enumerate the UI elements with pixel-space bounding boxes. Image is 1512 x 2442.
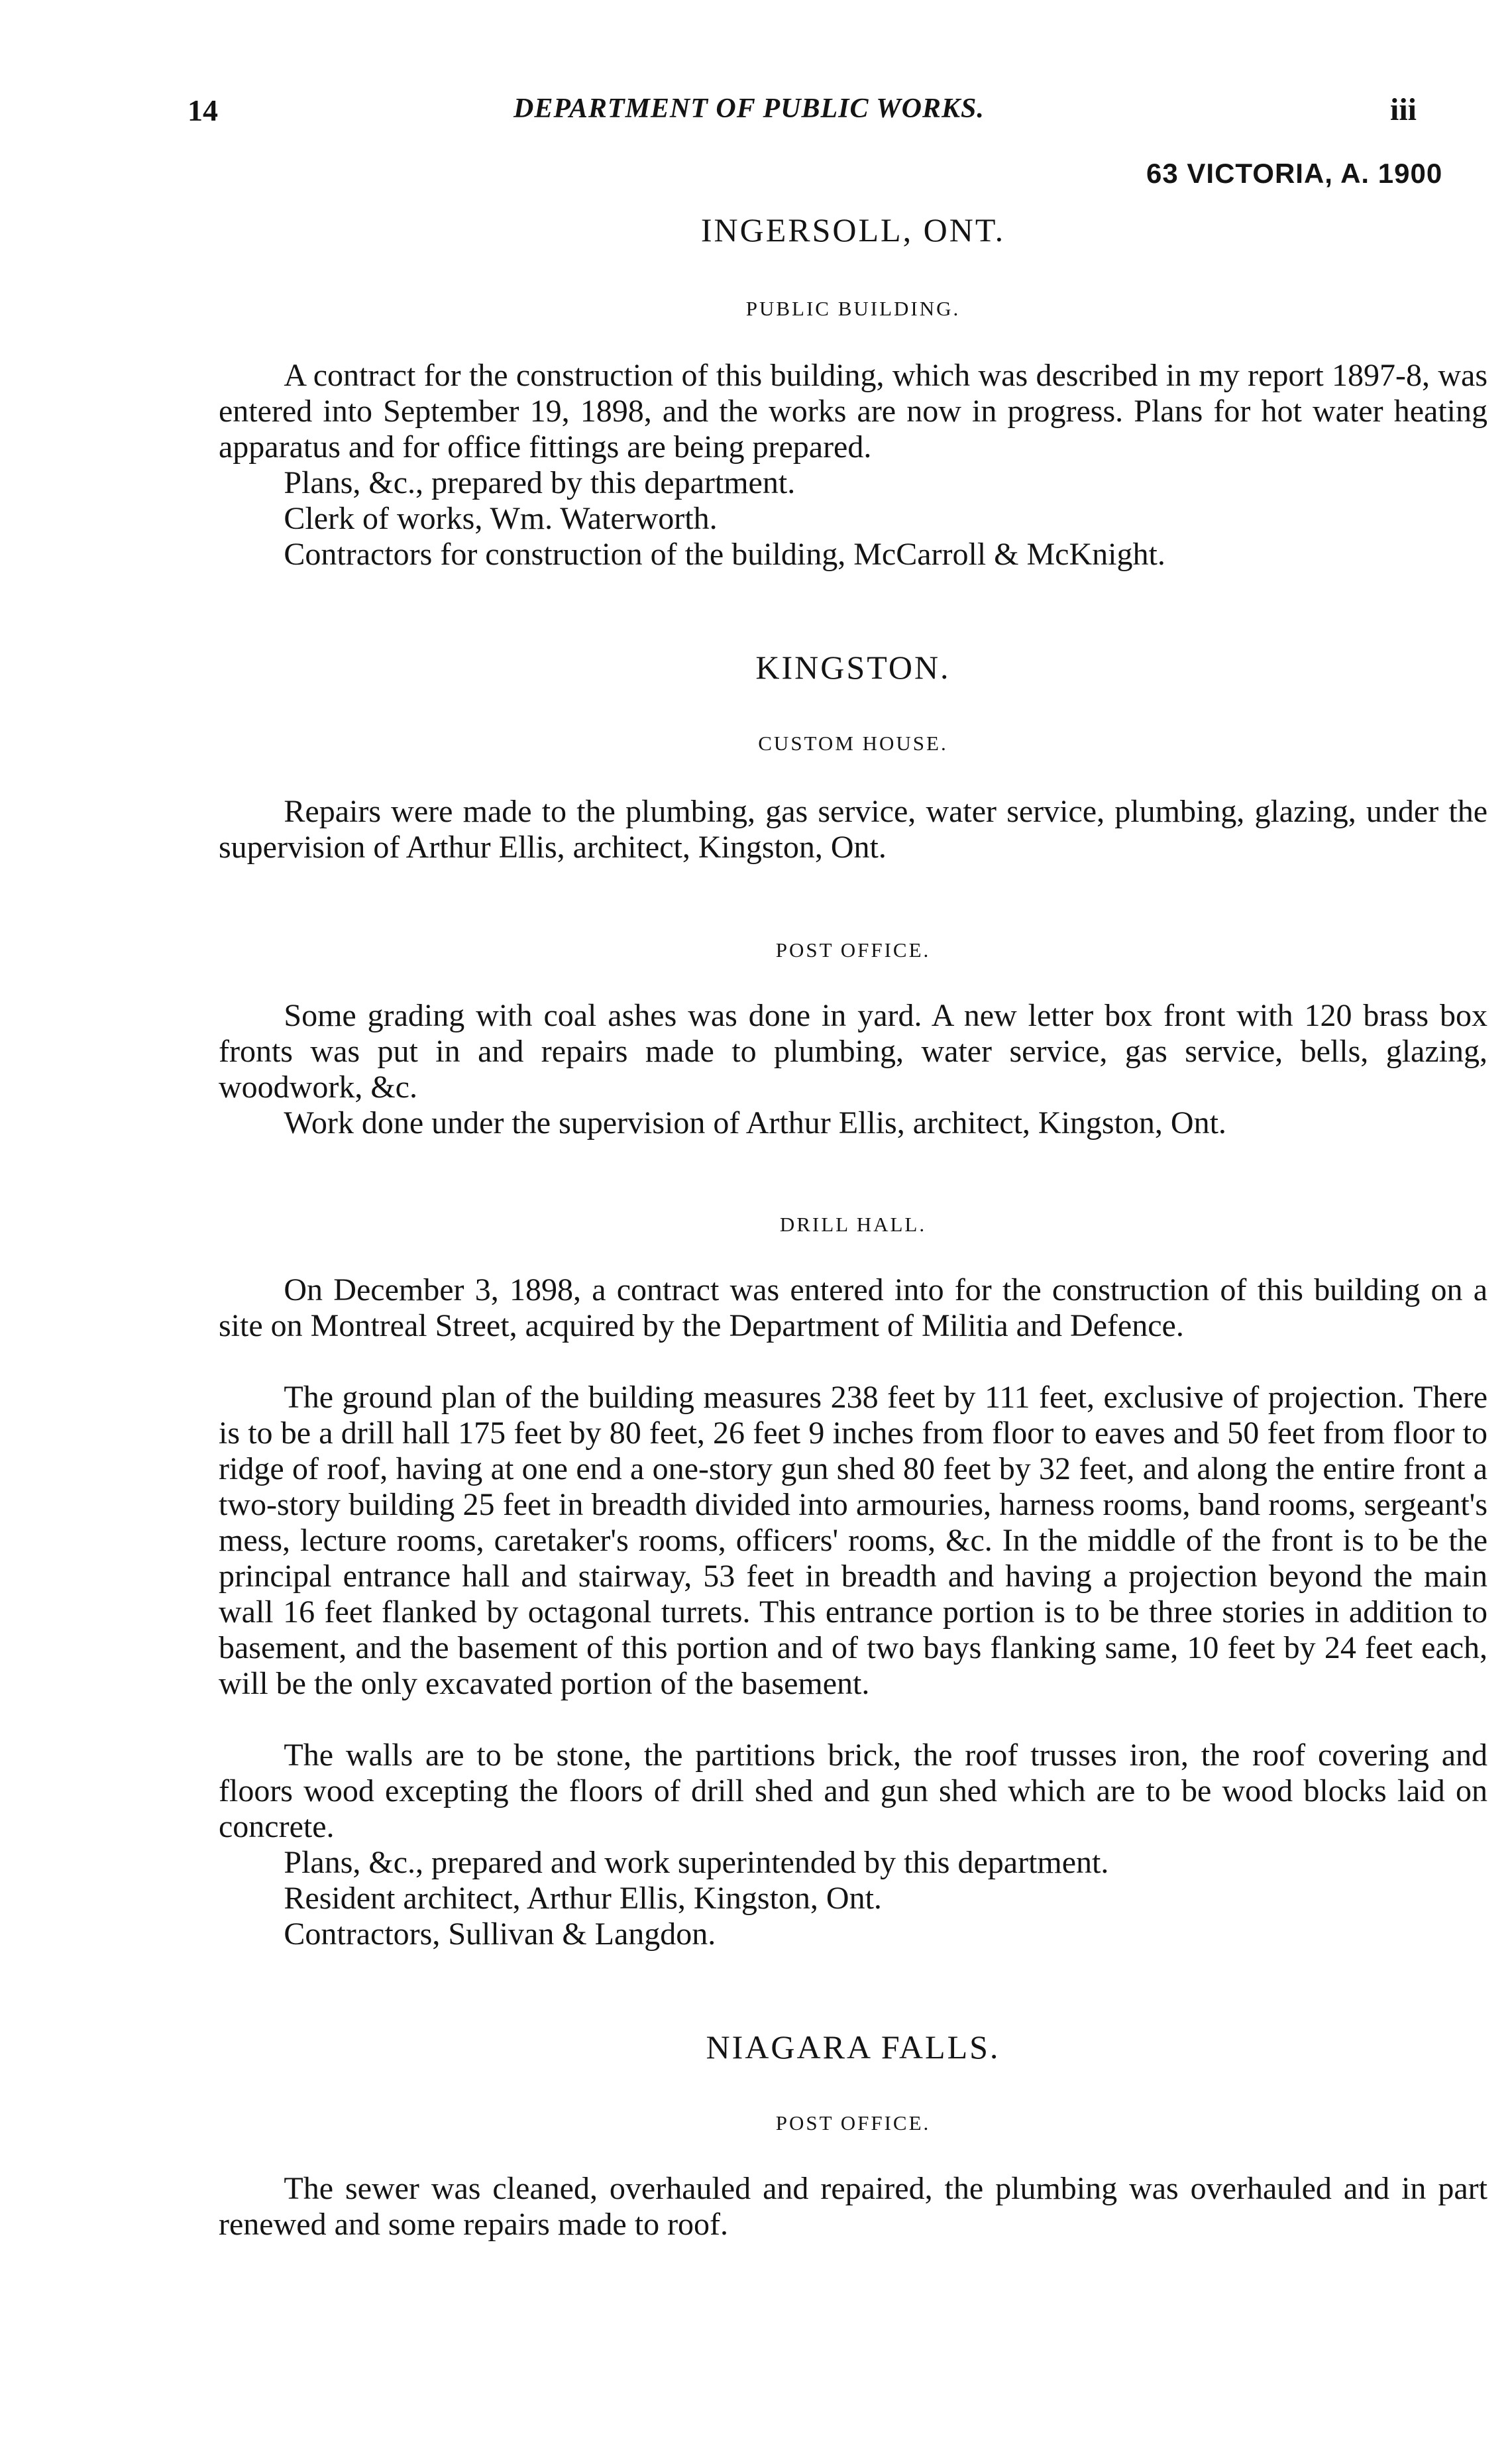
section-heading-kingston: KINGSTON. bbox=[755, 649, 951, 686]
ingersoll-clerk-line: Clerk of works, Wm. Waterworth. bbox=[284, 501, 718, 536]
session-label: 63 VICTORIA, A. 1900 bbox=[1146, 158, 1443, 189]
ingersoll-contractors-line: Contractors for construction of the building, McCarroll & McKnight. bbox=[284, 537, 1165, 572]
running-head: DEPARTMENT OF PUBLIC WORKS. bbox=[513, 93, 985, 124]
roman-page-number: iii bbox=[1390, 92, 1417, 127]
drill-hall-contract-paragraph: On December 3, 1898, a contract was entered into for the construction of this building on a site on Montreal Street, acquired by the Department of Militia and Defence. bbox=[219, 1272, 1487, 1343]
kingston-post-office-paragraph: Some grading with coal ashes was done in yard. A new letter box front with 120 brass box fronts was put in and repairs made to plumbing, water service, gas service, bells, glazing, woodwork, &c. bbox=[219, 998, 1487, 1105]
subheading-post-office-kingston: POST OFFICE. bbox=[775, 938, 931, 962]
section-heading-ingersoll: INGERSOLL, ONT. bbox=[700, 211, 1006, 249]
drill-hall-plans-line: Plans, &c., prepared and work superintended by this department. bbox=[284, 1845, 1109, 1880]
subheading-drill-hall: DRILL HALL. bbox=[779, 1213, 927, 1236]
custom-house-paragraph: Repairs were made to the plumbing, gas service, water service, plumbing, glazing, under the supervision of Arthur Ellis, architect, Kingston, Ont. bbox=[219, 794, 1487, 865]
subheading-custom-house: CUSTOM HOUSE. bbox=[758, 732, 948, 755]
drill-hall-contractors-line: Contractors, Sullivan & Langdon. bbox=[284, 1916, 716, 1952]
section-heading-niagara-falls: NIAGARA FALLS. bbox=[706, 2028, 1000, 2066]
drill-hall-walls-paragraph: The walls are to be stone, the partitions brick, the roof trusses iron, the roof covering and floors wood excepting the floors of drill shed and gun shed which are to be wood blocks laid on concrete. bbox=[219, 1738, 1487, 1844]
drill-hall-ground-plan-paragraph: The ground plan of the building measures 238 feet by 111 feet, exclusive of projection. There is to be a drill hall 175 feet by 80 feet, 26 feet 9 inches from floor to eaves and 50 feet from floor to ridge of roof, having at one end a one-story gun shed 80 feet by 32 feet, and along the entire front a two-story building 25 feet in breadth divided into armouries, harness rooms, band rooms, sergeant's mess, lecture rooms, caretaker's rooms, officers' rooms, &c. In the middle of the front is to be the principal entrance hall and stairway, 53 feet in breadth and having a projection beyond the main wall 16 feet flanked by octagonal turrets. This entrance portion is to be three stories in addition to basement, and the basement of this portion and of two bays flanking same, 10 feet by 24 feet each, will be the only excavated portion of the basement. bbox=[219, 1380, 1487, 1701]
kingston-post-office-work-line: Work done under the supervision of Arthur Ellis, architect, Kingston, Ont. bbox=[284, 1105, 1226, 1140]
subheading-public-building: PUBLIC BUILDING. bbox=[745, 297, 961, 320]
ingersoll-plans-line: Plans, &c., prepared by this department. bbox=[284, 465, 796, 500]
drill-hall-architect-line: Resident architect, Arthur Ellis, Kingston, Ont. bbox=[284, 1881, 882, 1916]
page-number: 14 bbox=[188, 93, 218, 127]
subheading-post-office-niagara: POST OFFICE. bbox=[775, 2111, 931, 2135]
niagara-post-office-paragraph: The sewer was cleaned, overhauled and repaired, the plumbing was overhauled and in part renewed and some repairs made to roof. bbox=[219, 2171, 1487, 2242]
ingersoll-contract-paragraph: A contract for the construction of this building, which was described in my report 1897-8, was entered into September 19, 1898, and the works are now in progress. Plans for hot water heating apparatus and for office fittings are being prepared. bbox=[219, 358, 1487, 465]
